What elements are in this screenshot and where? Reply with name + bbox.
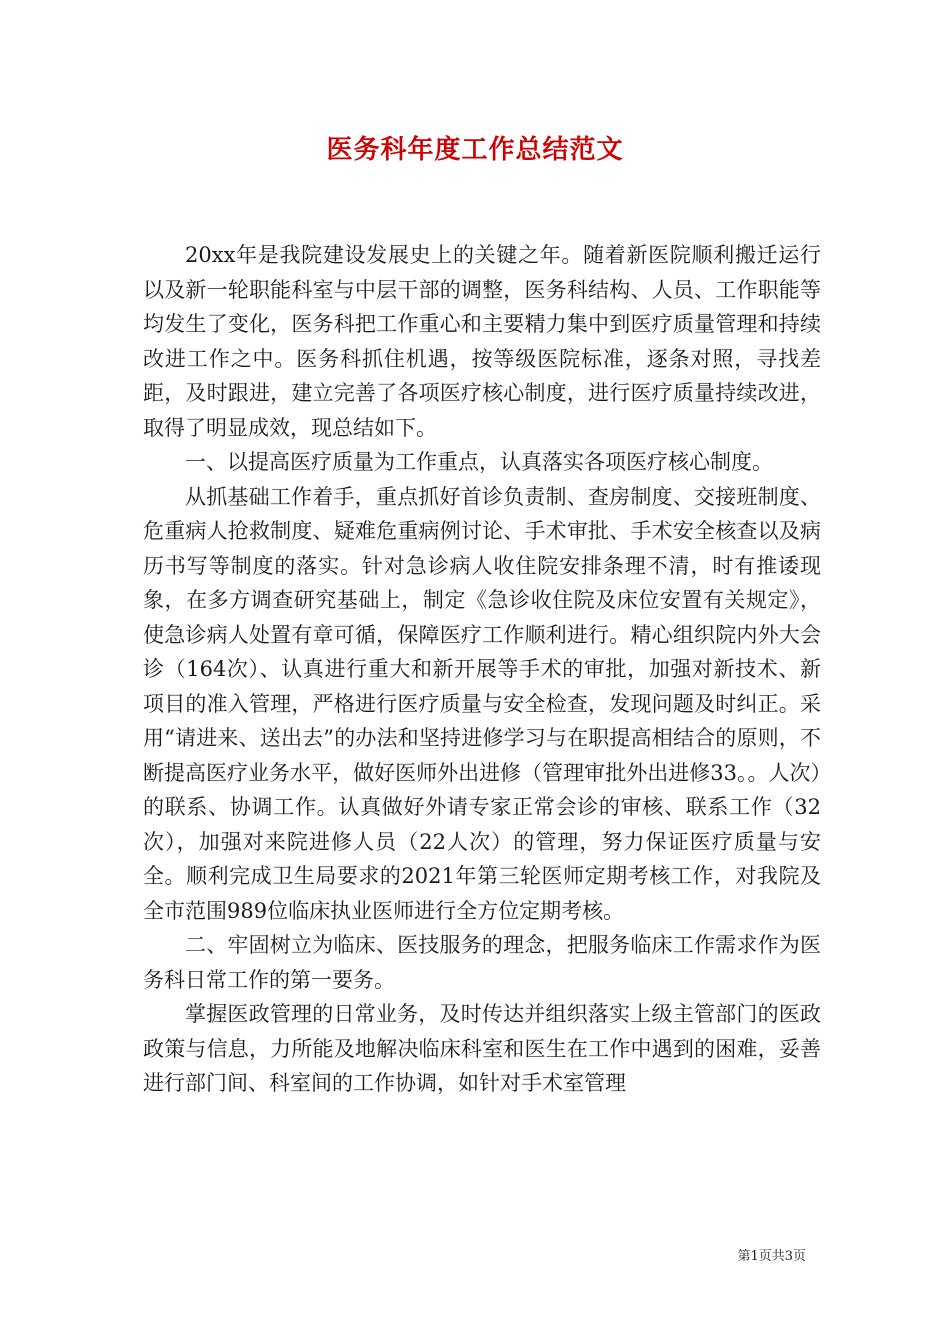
paragraph-intro: 20xx年是我院建设发展史上的关键之年。随着新医院顺利搬迁运行以及新一轮职能科室与中层干部的调整，医务科结构、人员、工作职能等均发生了变化，医务科把工作重心和主要精力集中到医疗质量管理和持续改进工作之中。医务科抓住机遇，按等级医院标准，逐条对照，寻找差距，及时跟进，建立完善了各项医疗核心制度，进行医疗质量持续改进，取得了明显成效，现总结如下。 <box>143 243 821 440</box>
paragraph-section-1: 从抓基础工作着手，重点抓好首诊负责制、查房制度、交接班制度、危重病人抢救制度、疑难危重病例讨论、手术审批、手术安全核查以及病历书写等制度的落实。针对急诊病人收住院安排条理不清，时有推诿现象，在多方调查研究基础上，制定《急诊收住院及床位安置有关规定》，使急诊病人处置有章可循，保障医疗工作顺利进行。精心组织院内外大会诊（164次）、认真进行重大和新开展等手术的审批，加强对新技术、新项目的准入管理，严格进行医疗质量与安全检查，发现问题及时纠正。采用“请进来、送出去”的办法和坚持进修学习与在职提高相结合的原则，不断提高医疗业务水平，做好医师外出进修（管理审批外出进修33。。人次）的联系、协调工作。认真做好外请专家正常会诊的审核、联系工作（32次），加强对来院进修人员（22人次）的管理，努力保证医疗质量与安全。顺利完成卫生局要求的2021年第三轮医师定期考核工作，对我院及全市范围989位临床执业医师进行全方位定期考核。 <box>143 484 821 923</box>
paragraph-heading-2: 二、牢固树立为临床、医技服务的理念，把服务临床工作需求作为医务科日常工作的第一要务。 <box>143 933 821 992</box>
page-number-footer: 第1页共3页 <box>737 1249 806 1264</box>
document-body <box>143 238 821 1101</box>
document-title: 医务科年度工作总结范文 <box>326 135 624 165</box>
paragraph-section-2: 掌握医政管理的日常业务，及时传达并组织落实上级主管部门的医政政策与信息，力所能及地解决临床科室和医生在工作中遇到的困难，妥善进行部门间、科室间的工作协调，如针对手术室管理 <box>143 1002 821 1095</box>
paragraph-heading-1: 一、以提高医疗质量为工作重点，认真落实各项医疗核心制度。 <box>185 450 773 474</box>
